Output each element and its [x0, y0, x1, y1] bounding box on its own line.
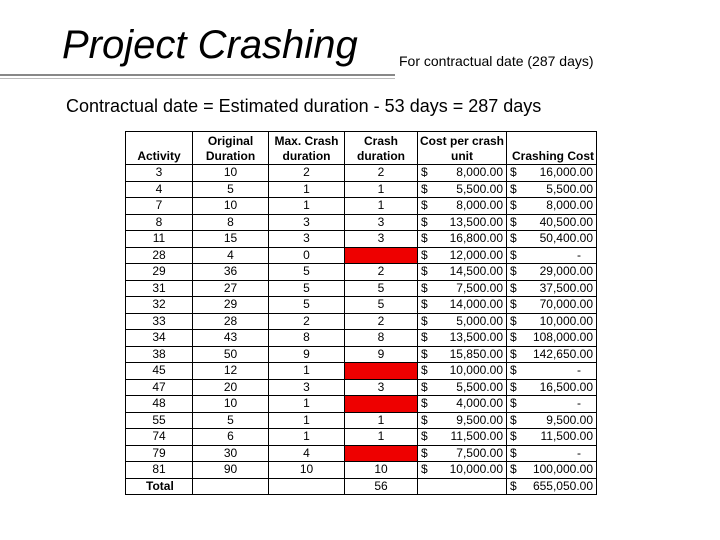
cell-max-crash: 1	[269, 396, 345, 413]
cell-crashing-cost	[507, 462, 597, 479]
cell-crashing-cost	[507, 247, 597, 264]
total-label: Total	[126, 478, 193, 495]
total-original-empty	[193, 478, 269, 495]
currency-symbol: $	[510, 412, 517, 427]
cell-original-duration: 20	[193, 379, 269, 396]
currency-symbol: $	[421, 231, 428, 246]
cell-max-crash: 5	[269, 297, 345, 314]
currency-symbol: $	[510, 165, 517, 180]
table-row	[126, 214, 597, 231]
cell-crash-duration: 3	[345, 214, 418, 231]
table-row	[126, 396, 597, 413]
currency-symbol: $	[510, 181, 517, 196]
currency-symbol: $	[421, 412, 428, 427]
cell-crash-duration: 2	[345, 165, 418, 182]
cell-crashing-cost-value: 108,000.00	[532, 330, 593, 345]
cell-cost-per-unit	[418, 181, 507, 198]
cell-cost-per-unit-value: 14,500.00	[449, 264, 503, 279]
cell-crashing-cost-value: 10,000.00	[539, 313, 593, 328]
cell-crashing-cost-value: 40,500.00	[539, 214, 593, 229]
cell-cost-per-unit-value: 10,000.00	[449, 363, 503, 378]
cell-cost-per-unit-value: 7,500.00	[456, 280, 503, 295]
cell-original-duration: 29	[193, 297, 269, 314]
cell-cost-per-unit	[418, 429, 507, 446]
header-max-crash: Max. Crash duration	[269, 132, 345, 165]
page-title: Project Crashing	[62, 23, 358, 67]
currency-symbol: $	[421, 247, 428, 262]
table-body	[126, 165, 597, 479]
cell-activity: 47	[126, 379, 193, 396]
cell-crashing-cost	[507, 379, 597, 396]
cell-activity: 3	[126, 165, 193, 182]
cell-cost-per-unit-value: 8,000.00	[456, 198, 503, 213]
cell-crash-duration	[345, 396, 418, 413]
cell-crashing-cost	[507, 313, 597, 330]
currency-symbol: $	[510, 429, 517, 444]
cell-crashing-cost-value: 8,000.00	[546, 198, 593, 213]
cell-crashing-cost-value: 50,400.00	[539, 231, 593, 246]
total-max-empty	[269, 478, 345, 495]
cell-cost-per-unit-value: 14,000.00	[449, 297, 503, 312]
cell-original-duration: 10	[193, 396, 269, 413]
table-row	[126, 297, 597, 314]
currency-symbol: $	[421, 165, 428, 180]
cell-cost-per-unit	[418, 247, 507, 264]
cell-max-crash: 3	[269, 214, 345, 231]
cell-max-crash: 1	[269, 412, 345, 429]
cell-cost-per-unit-value: 5,000.00	[456, 313, 503, 328]
cell-activity: 79	[126, 445, 193, 462]
currency-symbol: $	[421, 462, 428, 477]
cell-original-duration: 36	[193, 264, 269, 281]
cell-crash-duration: 1	[345, 198, 418, 215]
cell-max-crash: 1	[269, 181, 345, 198]
table-row	[126, 445, 597, 462]
currency-symbol: $	[510, 231, 517, 246]
cell-crashing-cost	[507, 396, 597, 413]
currency-symbol: $	[510, 346, 517, 361]
cell-max-crash: 4	[269, 445, 345, 462]
currency-symbol: $	[510, 445, 517, 460]
title-divider-secondary	[0, 78, 395, 79]
cell-cost-per-unit	[418, 346, 507, 363]
cell-crashing-cost	[507, 330, 597, 347]
cell-max-crash: 8	[269, 330, 345, 347]
cell-crashing-cost	[507, 231, 597, 248]
cell-cost-per-unit-value: 13,500.00	[449, 214, 503, 229]
cell-activity: 4	[126, 181, 193, 198]
cell-crash-duration: 2	[345, 264, 418, 281]
currency-symbol: $	[421, 396, 428, 411]
cell-activity: 29	[126, 264, 193, 281]
cell-cost-per-unit-value: 16,800.00	[449, 231, 503, 246]
cell-crashing-cost	[507, 297, 597, 314]
cell-max-crash: 5	[269, 280, 345, 297]
currency-symbol: $	[510, 462, 517, 477]
cell-crashing-cost-value: -	[577, 247, 581, 262]
cell-cost-per-unit-value: 9,500.00	[456, 412, 503, 427]
page-subtitle: For contractual date (287 days)	[399, 53, 594, 69]
currency-symbol: $	[421, 330, 428, 345]
cell-activity: 34	[126, 330, 193, 347]
cell-crash-duration: 9	[345, 346, 418, 363]
cell-cost-per-unit-value: 13,500.00	[449, 330, 503, 345]
cell-max-crash: 3	[269, 379, 345, 396]
table-row	[126, 165, 597, 182]
currency-symbol: $	[510, 214, 517, 229]
cell-cost-per-unit-value: 4,000.00	[456, 396, 503, 411]
cell-activity: 74	[126, 429, 193, 446]
cell-activity: 55	[126, 412, 193, 429]
cell-crashing-cost	[507, 363, 597, 380]
currency-symbol: $	[510, 280, 517, 295]
cell-original-duration: 90	[193, 462, 269, 479]
header-activity: Activity	[126, 132, 193, 165]
currency-symbol: $	[421, 445, 428, 460]
currency-symbol: $	[421, 280, 428, 295]
cell-crashing-cost	[507, 198, 597, 215]
cell-activity: 8	[126, 214, 193, 231]
table-row	[126, 198, 597, 215]
header-cost-per-unit: Cost per crash unit	[418, 132, 507, 165]
cell-cost-per-unit	[418, 280, 507, 297]
cell-crashing-cost-value: -	[577, 396, 581, 411]
cell-cost-per-unit-value: 5,500.00	[456, 379, 503, 394]
currency-symbol: $	[510, 478, 517, 493]
cell-original-duration: 10	[193, 165, 269, 182]
cell-max-crash: 1	[269, 198, 345, 215]
contractual-date-formula: Contractual date = Estimated duration - 53 days = 287 days	[66, 96, 542, 116]
total-crashing-cost	[507, 478, 597, 495]
cell-cost-per-unit	[418, 363, 507, 380]
cell-max-crash: 2	[269, 313, 345, 330]
cell-cost-per-unit	[418, 165, 507, 182]
cell-cost-per-unit	[418, 445, 507, 462]
cell-cost-per-unit-value: 12,000.00	[449, 247, 503, 262]
table-row	[126, 379, 597, 396]
table-row	[126, 264, 597, 281]
cell-crashing-cost-value: 37,500.00	[539, 280, 593, 295]
cell-crashing-cost-value: 16,500.00	[539, 379, 593, 394]
cell-crashing-cost-value: 11,500.00	[540, 429, 593, 444]
cell-crash-duration: 10	[345, 462, 418, 479]
cell-max-crash: 3	[269, 231, 345, 248]
currency-symbol: $	[421, 214, 428, 229]
header-crash-duration: Crash duration	[345, 132, 418, 165]
cell-cost-per-unit	[418, 313, 507, 330]
cell-original-duration: 30	[193, 445, 269, 462]
table-row	[126, 429, 597, 446]
currency-symbol: $	[421, 181, 428, 196]
title-divider	[0, 74, 395, 76]
cell-original-duration: 10	[193, 198, 269, 215]
cell-cost-per-unit	[418, 214, 507, 231]
table-row	[126, 181, 597, 198]
cell-max-crash: 1	[269, 363, 345, 380]
cell-original-duration: 43	[193, 330, 269, 347]
cell-original-duration: 27	[193, 280, 269, 297]
table-row	[126, 346, 597, 363]
cell-crashing-cost	[507, 445, 597, 462]
cell-cost-per-unit	[418, 330, 507, 347]
cell-activity: 32	[126, 297, 193, 314]
cell-max-crash: 0	[269, 247, 345, 264]
cell-activity: 81	[126, 462, 193, 479]
currency-symbol: $	[510, 247, 517, 262]
currency-symbol: $	[510, 363, 517, 378]
currency-symbol: $	[510, 264, 517, 279]
cell-max-crash: 5	[269, 264, 345, 281]
table-row	[126, 231, 597, 248]
cell-original-duration: 15	[193, 231, 269, 248]
cell-crashing-cost	[507, 165, 597, 182]
cell-cost-per-unit	[418, 231, 507, 248]
cell-crash-duration	[345, 445, 418, 462]
cell-max-crash: 2	[269, 165, 345, 182]
cell-activity: 28	[126, 247, 193, 264]
cell-crashing-cost-value: 9,500.00	[546, 412, 593, 427]
cell-crash-duration: 1	[345, 181, 418, 198]
cell-activity: 31	[126, 280, 193, 297]
cell-crashing-cost	[507, 280, 597, 297]
cell-crash-duration	[345, 247, 418, 264]
currency-symbol: $	[510, 379, 517, 394]
cell-original-duration: 12	[193, 363, 269, 380]
cell-cost-per-unit-value: 8,000.00	[456, 165, 503, 180]
cell-original-duration: 5	[193, 412, 269, 429]
cell-crashing-cost-value: 16,000.00	[539, 165, 593, 180]
currency-symbol: $	[510, 330, 517, 345]
cell-activity: 11	[126, 231, 193, 248]
cell-crashing-cost	[507, 412, 597, 429]
cell-cost-per-unit-value: 15,850.00	[449, 346, 503, 361]
cell-activity: 38	[126, 346, 193, 363]
total-crashing-cost-value: 655,050.00	[532, 478, 593, 493]
header-crashing-cost: Crashing Cost	[507, 132, 597, 165]
cell-crashing-cost	[507, 346, 597, 363]
header-original-duration: Original Duration	[193, 132, 269, 165]
cell-activity: 48	[126, 396, 193, 413]
cell-cost-per-unit	[418, 379, 507, 396]
cell-cost-per-unit	[418, 264, 507, 281]
cell-cost-per-unit-value: 10,000.00	[449, 462, 503, 477]
cell-original-duration: 8	[193, 214, 269, 231]
currency-symbol: $	[421, 297, 428, 312]
currency-symbol: $	[510, 198, 517, 213]
cell-crashing-cost-value: -	[577, 363, 581, 378]
cell-cost-per-unit	[418, 462, 507, 479]
crashing-table	[125, 131, 597, 495]
cell-original-duration: 4	[193, 247, 269, 264]
cell-original-duration: 28	[193, 313, 269, 330]
table-row	[126, 280, 597, 297]
table-row	[126, 462, 597, 479]
cell-activity: 7	[126, 198, 193, 215]
currency-symbol: $	[421, 346, 428, 361]
cell-cost-per-unit-value: 5,500.00	[456, 181, 503, 196]
currency-symbol: $	[510, 297, 517, 312]
cell-crash-duration: 3	[345, 231, 418, 248]
cell-cost-per-unit	[418, 396, 507, 413]
cell-crashing-cost	[507, 214, 597, 231]
currency-symbol: $	[510, 313, 517, 328]
cell-crashing-cost-value: 29,000.00	[539, 264, 593, 279]
cell-cost-per-unit	[418, 412, 507, 429]
table-row	[126, 330, 597, 347]
currency-symbol: $	[421, 198, 428, 213]
cell-crash-duration: 8	[345, 330, 418, 347]
currency-symbol: $	[510, 396, 517, 411]
total-crash-duration: 56	[345, 478, 418, 495]
cell-crash-duration: 3	[345, 379, 418, 396]
currency-symbol: $	[421, 379, 428, 394]
cell-crashing-cost-value: 70,000.00	[539, 297, 593, 312]
cell-cost-per-unit	[418, 297, 507, 314]
cell-crashing-cost	[507, 264, 597, 281]
cell-activity: 45	[126, 363, 193, 380]
cell-cost-per-unit-value: 7,500.00	[456, 445, 503, 460]
cell-cost-per-unit-value: 11,500.00	[450, 429, 503, 444]
cell-crashing-cost-value: 100,000.00	[532, 462, 593, 477]
cell-original-duration: 50	[193, 346, 269, 363]
cell-cost-per-unit	[418, 198, 507, 215]
cell-original-duration: 5	[193, 181, 269, 198]
currency-symbol: $	[421, 313, 428, 328]
cell-original-duration: 6	[193, 429, 269, 446]
cell-crashing-cost-value: -	[577, 445, 581, 460]
cell-crash-duration: 1	[345, 429, 418, 446]
currency-symbol: $	[421, 363, 428, 378]
crashing-table-container	[125, 131, 597, 495]
cell-crashing-cost	[507, 429, 597, 446]
cell-crashing-cost-value: 142,650.00	[532, 346, 593, 361]
table-row	[126, 363, 597, 380]
cell-max-crash: 10	[269, 462, 345, 479]
cell-crash-duration: 1	[345, 412, 418, 429]
cell-crash-duration: 5	[345, 297, 418, 314]
total-cost-empty	[418, 478, 507, 495]
cell-activity: 33	[126, 313, 193, 330]
table-row	[126, 412, 597, 429]
table-row	[126, 313, 597, 330]
currency-symbol: $	[421, 429, 428, 444]
cell-crash-duration	[345, 363, 418, 380]
cell-crash-duration: 2	[345, 313, 418, 330]
cell-max-crash: 9	[269, 346, 345, 363]
cell-crashing-cost	[507, 181, 597, 198]
total-row	[126, 478, 597, 495]
table-header-row	[126, 132, 597, 165]
table-row	[126, 247, 597, 264]
cell-crashing-cost-value: 5,500.00	[546, 181, 593, 196]
cell-crash-duration: 5	[345, 280, 418, 297]
currency-symbol: $	[421, 264, 428, 279]
cell-max-crash: 1	[269, 429, 345, 446]
